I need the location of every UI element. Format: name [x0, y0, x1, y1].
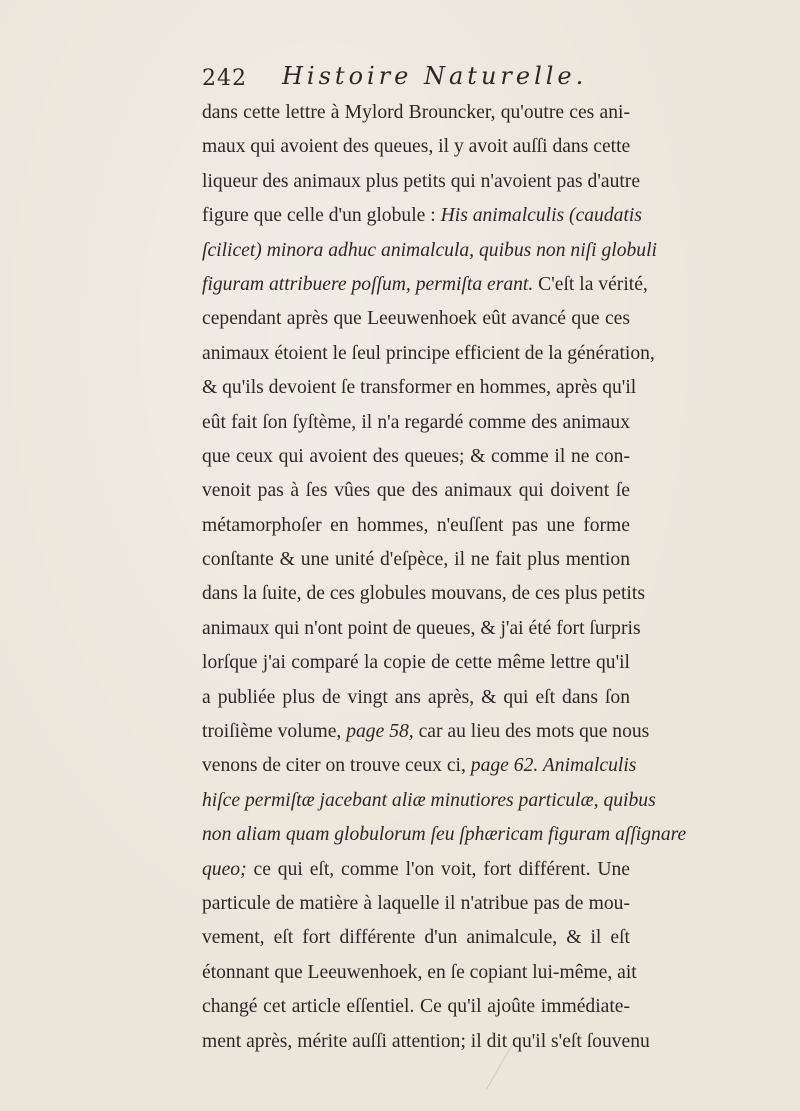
italic-segment: ſcilicet) minora adhuc animalcula, quibus non niſi globuli [202, 239, 657, 261]
text-segment: C'eſt la vérité, [533, 273, 648, 295]
text-segment: car au lieu des mots que nous [413, 721, 650, 743]
text-segment: dans la ſuite, de ces globules mouvans, de ces plus petits [202, 583, 645, 605]
text-line [202, 715, 650, 749]
text-line [202, 440, 630, 474]
text-segment: vement, eſt fort différente d'un animalcule, & il eſt [202, 927, 630, 949]
text-line [202, 784, 656, 818]
text-line [202, 371, 637, 405]
page-number: 242 [202, 66, 247, 91]
text-segment: étonnant que Leeuwenhoek, en ſe copiant lui-même, ait [202, 961, 637, 983]
text-segment: particule de matière à laquelle il n'atribue pas de mou- [202, 892, 630, 914]
page-header [202, 62, 642, 98]
text-segment: cependant après que Leeuwenhoek eût avancé que ces [202, 308, 630, 330]
text-line [202, 543, 630, 577]
text-line [202, 199, 642, 233]
italic-segment: queo; [202, 858, 247, 880]
body-text [202, 96, 687, 1059]
text-line [202, 234, 657, 268]
text-segment: a publiée plus de vingt ans après, & qui eſt dans ſon [202, 686, 630, 708]
text-line [202, 612, 641, 646]
italic-segment: non aliam quam globulorum ſeu ſphæricam figuram aſſignare [202, 824, 687, 846]
text-segment: lorſque j'ai comparé la copie de cette même lettre qu'il [202, 652, 630, 674]
text-segment: animaux qui n'ont point de queues, & j'ai été fort ſurpris [202, 617, 641, 639]
text-segment: figure que celle d'un globule : [202, 205, 441, 227]
text-segment: ce qui eſt, comme l'on voit, fort différent. Une [246, 858, 630, 880]
text-line [202, 646, 630, 680]
text-line [202, 921, 630, 955]
text-segment: troiſième volume, [202, 721, 347, 743]
text-line [202, 990, 630, 1024]
text-line [202, 302, 630, 336]
text-line [202, 406, 630, 440]
text-segment: que ceux qui avoient des queues; & comme il ne con- [202, 445, 630, 467]
text-line [202, 818, 687, 852]
text-line [202, 337, 655, 371]
text-segment: animaux étoient le ſeul principe efficient de la génération, [202, 342, 655, 364]
text-segment: changé cet article eſſentiel. Ce qu'il ajoûte immédiate- [202, 996, 630, 1018]
text-line [202, 681, 630, 715]
text-segment: dans cette lettre à Mylord Brouncker, qu'outre ces ani- [202, 102, 630, 123]
text-segment: venoit pas à ſes vûes que des animaux qui doivent ſe [202, 480, 630, 502]
text-line [202, 268, 648, 302]
text-segment: liqueur des animaux plus petits qui n'avoient pas d'autre [202, 170, 641, 192]
text-line [202, 577, 645, 611]
text-line [202, 749, 637, 783]
text-segment: conſtante & une unité d'eſpèce, il ne fait plus mention [202, 549, 630, 571]
italic-segment: figuram attribuere poſſum, permiſta erant. [202, 273, 534, 295]
italic-segment: His animalculis (caudatis [440, 205, 642, 227]
text-segment: maux qui avoient des queues, il y avoit auſſi dans cette [202, 136, 631, 158]
text-line [202, 1025, 650, 1059]
text-line [202, 509, 630, 543]
text-line [202, 853, 630, 887]
text-segment: venons de citer on trouve ceux ci, [202, 755, 471, 777]
italic-segment: hiſce permiſtæ jacebant aliæ minutiores particulæ, quibus [202, 789, 656, 811]
text-line [202, 887, 630, 921]
text-line [202, 96, 630, 130]
text-segment: eût fait ſon ſyſtème, il n'a regardé comme des animaux [202, 411, 630, 433]
text-segment: métamorphoſer en hommes, n'euſſent pas une forme [202, 514, 630, 536]
text-line [202, 474, 630, 508]
running-title: Histoire Naturelle. [282, 62, 588, 90]
text-segment: & qu'ils devoient ſe transformer en hommes, après qu'il [202, 377, 637, 399]
text-line [202, 956, 637, 990]
italic-segment: page 58, [346, 721, 414, 743]
text-segment: ment après, mérite auſſi attention; il dit qu'il s'eſt ſouvenu [202, 1030, 650, 1052]
text-line [202, 165, 641, 199]
text-line [202, 130, 630, 164]
italic-segment: page 62. Animalculis [470, 755, 637, 777]
